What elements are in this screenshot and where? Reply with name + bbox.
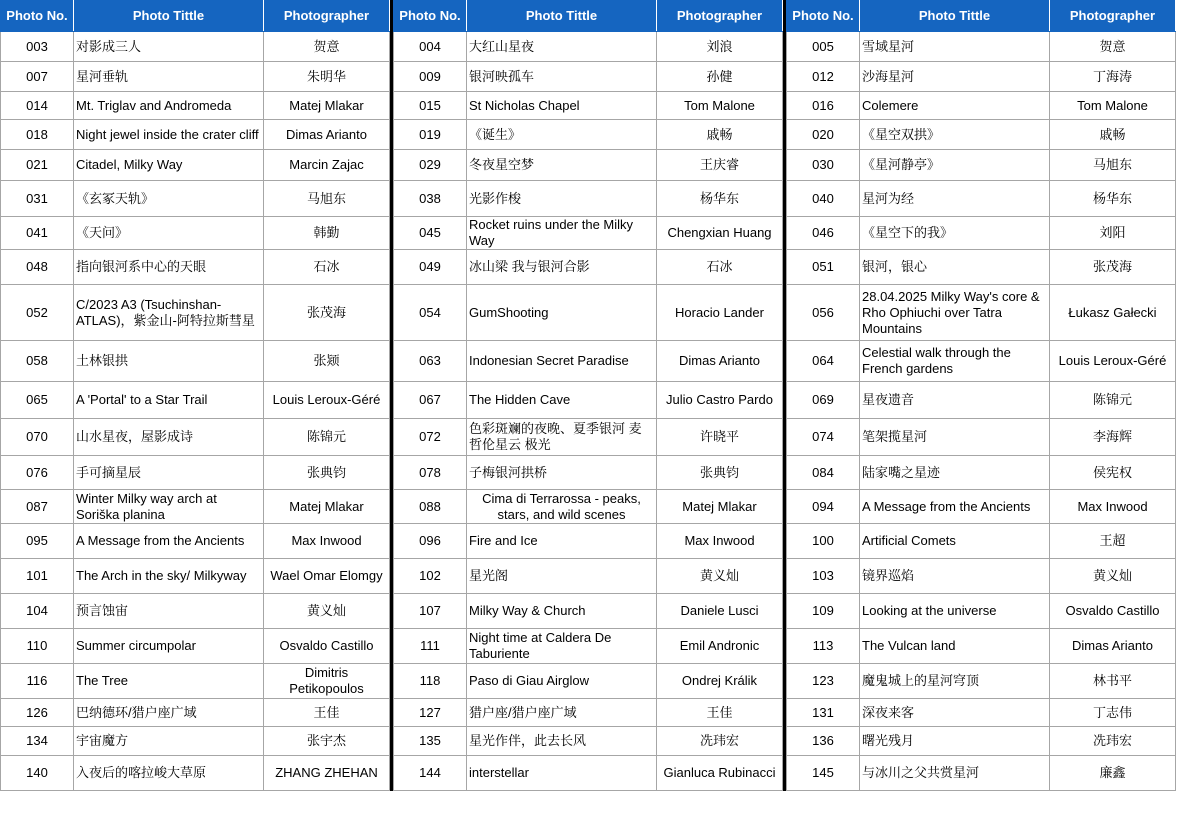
table-row: [1, 181, 390, 217]
photo-title: The Hidden Cave: [467, 382, 657, 419]
table-row: [787, 756, 1176, 791]
photo-number: 003: [1, 32, 74, 62]
photographer-name: 戚畅: [1050, 120, 1176, 150]
photo-number: 088: [394, 490, 467, 524]
photographer-name: 李海辉: [1050, 419, 1176, 456]
table-row: [1, 217, 390, 250]
photo-number: 005: [787, 32, 860, 62]
photo-title: Rocket ruins under the Milky Way: [467, 217, 657, 250]
photo-title: The Arch in the sky/ Milkyway: [74, 559, 264, 594]
photographer-name: 孙健: [657, 62, 783, 92]
photo-title: St Nicholas Chapel: [467, 92, 657, 120]
photographer-name: Marcin Zajac: [264, 150, 390, 181]
photographer-header: Photographer: [264, 1, 390, 32]
photographer-name: 杨华东: [1050, 181, 1176, 217]
photo-number: 019: [394, 120, 467, 150]
photo-number: 084: [787, 456, 860, 490]
photo-number: 021: [1, 150, 74, 181]
photographer-name: 王超: [1050, 524, 1176, 559]
photo-title-header: Photo Tittle: [467, 1, 657, 32]
photographer-name: 侯宪权: [1050, 456, 1176, 490]
table-row: [394, 594, 783, 629]
photo-title: 猎户座/猎户座广域: [467, 699, 657, 727]
photo-number: 078: [394, 456, 467, 490]
table-row: [787, 629, 1176, 664]
photo-no-header: Photo No.: [394, 1, 467, 32]
table-row: [787, 559, 1176, 594]
photographer-name: 许晓平: [657, 419, 783, 456]
photo-number: 116: [1, 664, 74, 699]
photographer-name: Gianluca Rubinacci: [657, 756, 783, 791]
photographer-name: Łukasz Gałecki: [1050, 285, 1176, 341]
photo-title: 预言蚀宙: [74, 594, 264, 629]
photographer-name: 陈锦元: [1050, 382, 1176, 419]
photo-title: 《玄冢天轨》: [74, 181, 264, 217]
photo-title: Looking at the universe: [860, 594, 1050, 629]
photo-title: 大红山星夜: [467, 32, 657, 62]
table-row: [787, 62, 1176, 92]
photo-number: 127: [394, 699, 467, 727]
table-row: [394, 92, 783, 120]
photographer-name: Max Inwood: [264, 524, 390, 559]
table-row: [394, 727, 783, 756]
header-row: [787, 1, 1176, 32]
photo-title: 与冰川之父共赏星河: [860, 756, 1050, 791]
photo-number: 007: [1, 62, 74, 92]
photo-title: Colemere: [860, 92, 1050, 120]
photo-number: 018: [1, 120, 74, 150]
table-row: [1, 120, 390, 150]
photographer-name: 刘浪: [657, 32, 783, 62]
photo-number: 004: [394, 32, 467, 62]
photo-title: 深夜来客: [860, 699, 1050, 727]
photo-number: 067: [394, 382, 467, 419]
photo-title: Summer circumpolar: [74, 629, 264, 664]
photo-title: The Vulcan land: [860, 629, 1050, 664]
table-row: [787, 727, 1176, 756]
photo-title: 曙光残月: [860, 727, 1050, 756]
table-row: [1, 524, 390, 559]
photographer-name: 杨华东: [657, 181, 783, 217]
photographer-name: 廉鑫: [1050, 756, 1176, 791]
photo-number: 131: [787, 699, 860, 727]
photo-number: 045: [394, 217, 467, 250]
photo-number: 052: [1, 285, 74, 341]
photo-title-header: Photo Tittle: [74, 1, 264, 32]
table-row: [394, 181, 783, 217]
photo-title: 星光阁: [467, 559, 657, 594]
table-row: [394, 629, 783, 664]
photo-title: 《诞生》: [467, 120, 657, 150]
photo-title: Cima di Terrarossa - peaks, stars, and wild scenes: [467, 490, 657, 524]
table-row: [394, 285, 783, 341]
photo-number: 056: [787, 285, 860, 341]
table-row: [394, 120, 783, 150]
photo-title: Fire and Ice: [467, 524, 657, 559]
table-row: [787, 250, 1176, 285]
photo-number: 070: [1, 419, 74, 456]
table-row: [787, 285, 1176, 341]
photo-number: 096: [394, 524, 467, 559]
photo-title: A Message from the Ancients: [860, 490, 1050, 524]
photographer-name: ZHANG ZHEHAN: [264, 756, 390, 791]
photographer-name: 陈锦元: [264, 419, 390, 456]
photo-title: Winter Milky way arch at Soriška planina: [74, 490, 264, 524]
photographer-name: Dimitris Petikopoulos: [264, 664, 390, 699]
photographer-name: 王佳: [264, 699, 390, 727]
photo-title: Mt. Triglav and Andromeda: [74, 92, 264, 120]
photo-number: 135: [394, 727, 467, 756]
photo-number: 046: [787, 217, 860, 250]
photographer-name: Osvaldo Castillo: [264, 629, 390, 664]
table-row: [394, 699, 783, 727]
photo-title: 银河，银心: [860, 250, 1050, 285]
photographer-name: 林书平: [1050, 664, 1176, 699]
photographer-name: Osvaldo Castillo: [1050, 594, 1176, 629]
photo-title: 魔鬼城上的星河穹顶: [860, 664, 1050, 699]
table-row: [787, 490, 1176, 524]
photo-number: 145: [787, 756, 860, 791]
photographer-name: 刘阳: [1050, 217, 1176, 250]
photo-title: Artificial Comets: [860, 524, 1050, 559]
photographer-name: Julio Castro Pardo: [657, 382, 783, 419]
photo-number: 103: [787, 559, 860, 594]
photo-title: 星河为经: [860, 181, 1050, 217]
table-row: [1, 32, 390, 62]
table-row: [787, 150, 1176, 181]
photo-title: 入夜后的喀拉峻大草原: [74, 756, 264, 791]
photo-title: 冬夜星空梦: [467, 150, 657, 181]
photo-number: 107: [394, 594, 467, 629]
photographer-header: Photographer: [657, 1, 783, 32]
photo-number: 140: [1, 756, 74, 791]
photo-number: 095: [1, 524, 74, 559]
photographer-name: 张典钧: [657, 456, 783, 490]
photo-number: 102: [394, 559, 467, 594]
photographer-header: Photographer: [1050, 1, 1176, 32]
table-row: [1, 699, 390, 727]
photo-title: 《星空下的我》: [860, 217, 1050, 250]
photographer-name: Max Inwood: [1050, 490, 1176, 524]
photographer-name: 冼玮宏: [1050, 727, 1176, 756]
photo-title: Night jewel inside the crater cliff: [74, 120, 264, 150]
photo-number: 020: [787, 120, 860, 150]
photo-number: 040: [787, 181, 860, 217]
photo-title: 指向银河系中心的天眼: [74, 250, 264, 285]
photographer-name: 张宇杰: [264, 727, 390, 756]
photo-title: 星夜遗音: [860, 382, 1050, 419]
photo-title: 星光作伴，此去长风: [467, 727, 657, 756]
photographer-name: 黄义灿: [657, 559, 783, 594]
table-row: [394, 419, 783, 456]
photographer-name: 王佳: [657, 699, 783, 727]
table-row: [1, 250, 390, 285]
table-row: [1, 594, 390, 629]
table-row: [394, 490, 783, 524]
photo-number: 144: [394, 756, 467, 791]
photo-title: 对影成三人: [74, 32, 264, 62]
photographer-name: 张颎: [264, 341, 390, 382]
photographer-name: Dimas Arianto: [657, 341, 783, 382]
photo-number: 104: [1, 594, 74, 629]
photographer-name: Chengxian Huang: [657, 217, 783, 250]
photo-number: 014: [1, 92, 74, 120]
photographer-name: Matej Mlakar: [657, 490, 783, 524]
photographer-name: 马旭东: [264, 181, 390, 217]
photo-number: 065: [1, 382, 74, 419]
table-row: [787, 524, 1176, 559]
photo-no-header: Photo No.: [1, 1, 74, 32]
table-row: [1, 419, 390, 456]
photographer-name: 张典钧: [264, 456, 390, 490]
photo-number: 111: [394, 629, 467, 664]
photo-number: 113: [787, 629, 860, 664]
photo-title: 色彩斑斓的夜晚、夏季银河 麦哲伦星云 极光: [467, 419, 657, 456]
photo-number: 016: [787, 92, 860, 120]
photo-title: 巴纳德环/猎户座广域: [74, 699, 264, 727]
table-row: [1, 382, 390, 419]
table-row: [1, 62, 390, 92]
photo-title: 手可摘星辰: [74, 456, 264, 490]
photo-title: Night time at Caldera De Taburiente: [467, 629, 657, 664]
photo-number: 076: [1, 456, 74, 490]
photo-title: 陆家嘴之星迹: [860, 456, 1050, 490]
table-row: [787, 120, 1176, 150]
photographer-name: Tom Malone: [657, 92, 783, 120]
table-row: [394, 217, 783, 250]
photo-title: 银河映孤车: [467, 62, 657, 92]
table-row: [1, 150, 390, 181]
photo-number: 101: [1, 559, 74, 594]
table-row: [394, 524, 783, 559]
photo-number: 123: [787, 664, 860, 699]
photo-table-block-2: [393, 0, 783, 791]
photo-title: Milky Way & Church: [467, 594, 657, 629]
photographer-name: 朱明华: [264, 62, 390, 92]
photo-number: 100: [787, 524, 860, 559]
photo-number: 058: [1, 341, 74, 382]
table-row: [787, 92, 1176, 120]
photo-number: 087: [1, 490, 74, 524]
photo-number: 074: [787, 419, 860, 456]
photo-table-block-3: [786, 0, 1176, 791]
photo-title: 宇宙魔方: [74, 727, 264, 756]
photo-title: The Tree: [74, 664, 264, 699]
photo-title-header: Photo Tittle: [860, 1, 1050, 32]
photo-table-block-1: [0, 0, 390, 791]
photo-number: 126: [1, 699, 74, 727]
photographer-name: 石冰: [657, 250, 783, 285]
table-row: [1, 629, 390, 664]
photo-title: 山水星夜，屋影成诗: [74, 419, 264, 456]
table-row: [1, 559, 390, 594]
table-row: [1, 285, 390, 341]
photographer-name: Wael Omar Elomgy: [264, 559, 390, 594]
table-row: [787, 32, 1176, 62]
photo-title: C/2023 A3 (Tsuchinshan-ATLAS)，紫金山-阿特拉斯彗星: [74, 285, 264, 341]
table-row: [394, 62, 783, 92]
table-row: [394, 456, 783, 490]
photographer-name: Dimas Arianto: [1050, 629, 1176, 664]
photographer-name: Emil Andronic: [657, 629, 783, 664]
photo-number: 072: [394, 419, 467, 456]
photographer-name: 韩勤: [264, 217, 390, 250]
photo-number: 136: [787, 727, 860, 756]
table-row: [787, 181, 1176, 217]
photo-title: 28.04.2025 Milky Way's core & Rho Ophiuchi over Tatra Mountains: [860, 285, 1050, 341]
photo-title: 雪域星河: [860, 32, 1050, 62]
table-row: [787, 382, 1176, 419]
header-row: [394, 1, 783, 32]
photo-number: 029: [394, 150, 467, 181]
photo-number: 069: [787, 382, 860, 419]
photo-number: 048: [1, 250, 74, 285]
table-row: [1, 341, 390, 382]
photo-number: 118: [394, 664, 467, 699]
photo-no-header: Photo No.: [787, 1, 860, 32]
photo-title: 光影作梭: [467, 181, 657, 217]
photo-title: 笔架揽星河: [860, 419, 1050, 456]
photo-title: 沙海星河: [860, 62, 1050, 92]
photo-number: 049: [394, 250, 467, 285]
photo-title: 星河垂轨: [74, 62, 264, 92]
photo-title: 《天问》: [74, 217, 264, 250]
photographer-name: 王庆睿: [657, 150, 783, 181]
photographer-name: Ondrej Králik: [657, 664, 783, 699]
photo-title: A 'Portal' to a Star Trail: [74, 382, 264, 419]
photo-number: 031: [1, 181, 74, 217]
photographer-name: Tom Malone: [1050, 92, 1176, 120]
photo-number: 134: [1, 727, 74, 756]
table-row: [394, 664, 783, 699]
photographer-name: 石冰: [264, 250, 390, 285]
photo-number: 054: [394, 285, 467, 341]
table-row: [787, 456, 1176, 490]
photo-title: interstellar: [467, 756, 657, 791]
table-row: [394, 756, 783, 791]
table-row: [787, 217, 1176, 250]
table-row: [787, 341, 1176, 382]
table-row: [394, 32, 783, 62]
photo-number: 110: [1, 629, 74, 664]
photo-number: 094: [787, 490, 860, 524]
photographer-name: 张茂海: [264, 285, 390, 341]
table-row: [1, 490, 390, 524]
photo-title: Citadel, Milky Way: [74, 150, 264, 181]
photographer-name: 贺意: [1050, 32, 1176, 62]
photo-title: GumShooting: [467, 285, 657, 341]
photographer-name: Horacio Lander: [657, 285, 783, 341]
table-row: [1, 92, 390, 120]
photo-number: 063: [394, 341, 467, 382]
table-row: [1, 727, 390, 756]
photo-title: 子梅银河拱桥: [467, 456, 657, 490]
photographer-name: Louis Leroux-Géré: [264, 382, 390, 419]
photographer-name: 贺意: [264, 32, 390, 62]
photo-title: A Message from the Ancients: [74, 524, 264, 559]
photo-number: 015: [394, 92, 467, 120]
photographer-name: Matej Mlakar: [264, 490, 390, 524]
table-row: [1, 664, 390, 699]
photo-number: 064: [787, 341, 860, 382]
table-row: [787, 419, 1176, 456]
photo-title: 镜界巡焰: [860, 559, 1050, 594]
photographer-name: 张茂海: [1050, 250, 1176, 285]
photo-number: 038: [394, 181, 467, 217]
photo-title: Celestial walk through the French gardens: [860, 341, 1050, 382]
photo-number: 051: [787, 250, 860, 285]
table-row: [394, 382, 783, 419]
photographer-name: 马旭东: [1050, 150, 1176, 181]
photo-number: 030: [787, 150, 860, 181]
photo-title: 冰山梁 我与银河合影: [467, 250, 657, 285]
photographer-name: Louis Leroux-Géré: [1050, 341, 1176, 382]
photo-number: 109: [787, 594, 860, 629]
photographer-name: Daniele Lusci: [657, 594, 783, 629]
photo-title: Indonesian Secret Paradise: [467, 341, 657, 382]
photo-number: 012: [787, 62, 860, 92]
photo-number: 041: [1, 217, 74, 250]
photo-number: 009: [394, 62, 467, 92]
table-row: [394, 150, 783, 181]
table-row: [1, 756, 390, 791]
table-row: [394, 250, 783, 285]
photographer-name: 戚畅: [657, 120, 783, 150]
photographer-name: Matej Mlakar: [264, 92, 390, 120]
photographer-name: 黄义灿: [264, 594, 390, 629]
header-row: [1, 1, 390, 32]
photo-title: 《星河静亭》: [860, 150, 1050, 181]
photographer-name: 黄义灿: [1050, 559, 1176, 594]
photographer-name: Max Inwood: [657, 524, 783, 559]
table-row: [394, 341, 783, 382]
table-row: [394, 559, 783, 594]
photo-title: 《星空双拱》: [860, 120, 1050, 150]
photographer-name: 丁海涛: [1050, 62, 1176, 92]
table-row: [1, 456, 390, 490]
table-row: [787, 594, 1176, 629]
table-row: [787, 699, 1176, 727]
photo-title: Paso di Giau Airglow: [467, 664, 657, 699]
photographer-name: 丁志伟: [1050, 699, 1176, 727]
photographer-name: 冼玮宏: [657, 727, 783, 756]
photographer-name: Dimas Arianto: [264, 120, 390, 150]
table-row: [787, 664, 1176, 699]
photo-title: 土林银拱: [74, 341, 264, 382]
